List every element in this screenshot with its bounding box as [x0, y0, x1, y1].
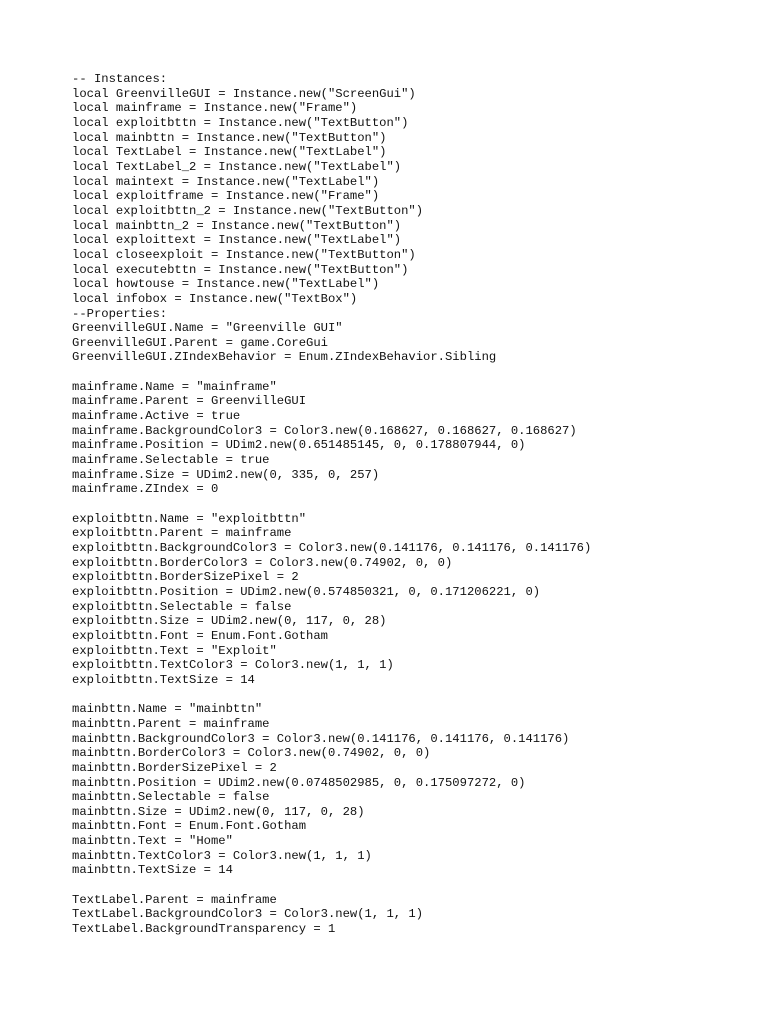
- code-line: TextLabel.Parent = mainframe: [72, 892, 277, 907]
- code-line: exploitbttn.Text = "Exploit": [72, 643, 277, 658]
- code-line: mainframe.BackgroundColor3 = Color3.new(0.168627, 0.168627, 0.168627): [72, 423, 577, 438]
- code-line: mainframe.Parent = GreenvilleGUI: [72, 394, 307, 409]
- code-line: local infobox = Instance.new("TextBox"): [72, 291, 358, 306]
- code-line: mainbttn.BackgroundColor3 = Color3.new(0.141176, 0.141176, 0.141176): [72, 731, 570, 746]
- code-line: mainbttn.Name = "mainbttn": [72, 702, 263, 717]
- code-line: local executebttn = Instance.new("TextButton"): [72, 262, 409, 277]
- code-line: local TextLabel_2 = Instance.new("TextLabel"): [72, 159, 402, 174]
- code-line: local TextLabel = Instance.new("TextLabel"): [72, 145, 387, 160]
- code-line: mainbttn.BorderColor3 = Color3.new(0.74902, 0, 0): [72, 746, 431, 761]
- code-line: GreenvilleGUI.ZIndexBehavior = Enum.ZIndexBehavior.Sibling: [72, 350, 497, 365]
- code-line: mainbttn.Selectable = false: [72, 790, 270, 805]
- code-line: mainbttn.Position = UDim2.new(0.0748502985, 0, 0.175097272, 0): [72, 775, 526, 790]
- code-line: exploitbttn.Font = Enum.Font.Gotham: [72, 628, 328, 643]
- code-listing: [72, 72, 752, 937]
- code-line: --Properties:: [72, 306, 168, 321]
- code-line: exploitbttn.TextSize = 14: [72, 672, 255, 687]
- code-line: mainbttn.Text = "Home": [72, 834, 233, 849]
- code-line: local mainbttn_2 = Instance.new("TextButton"): [72, 218, 402, 233]
- code-line: exploitbttn.Selectable = false: [72, 599, 292, 614]
- code-line: mainframe.Selectable = true: [72, 453, 270, 468]
- code-line: local mainbttn = Instance.new("TextButton"): [72, 130, 387, 145]
- code-line: GreenvilleGUI.Parent = game.CoreGui: [72, 335, 328, 350]
- code-line: exploitbttn.BorderSizePixel = 2: [72, 570, 299, 585]
- code-line: exploitbttn.Position = UDim2.new(0.574850321, 0, 0.171206221, 0): [72, 584, 541, 599]
- code-line: GreenvilleGUI.Name = "Greenville GUI": [72, 321, 343, 336]
- code-line: mainbttn.Size = UDim2.new(0, 117, 0, 28): [72, 804, 365, 819]
- code-line: mainbttn.Font = Enum.Font.Gotham: [72, 819, 307, 834]
- code-line: local howtouse = Instance.new("TextLabel"): [72, 277, 380, 292]
- blank-line: [72, 878, 752, 893]
- code-line: local exploitbttn_2 = Instance.new("TextButton"): [72, 203, 424, 218]
- blank-line: [72, 497, 752, 512]
- code-line: exploitbttn.Size = UDim2.new(0, 117, 0, 28): [72, 614, 387, 629]
- code-line: local exploitbttn = Instance.new("TextButton"): [72, 115, 409, 130]
- code-line: TextLabel.BackgroundTransparency = 1: [72, 922, 336, 937]
- code-line: exploitbttn.Name = "exploitbttn": [72, 511, 307, 526]
- code-line: local exploittext = Instance.new("TextLabel"): [72, 233, 402, 248]
- code-line: TextLabel.BackgroundColor3 = Color3.new(1, 1, 1): [72, 907, 424, 922]
- code-line: exploitbttn.BackgroundColor3 = Color3.new(0.141176, 0.141176, 0.141176): [72, 541, 592, 555]
- code-line: mainframe.ZIndex = 0: [72, 482, 219, 497]
- code-line: mainbttn.BorderSizePixel = 2: [72, 760, 277, 775]
- code-line: local GreenvilleGUI = Instance.new("ScreenGui"): [72, 86, 416, 101]
- code-line: exploitbttn.Parent = mainframe: [72, 526, 292, 541]
- code-line: -- Instances:: [72, 72, 168, 86]
- code-line: mainbttn.TextColor3 = Color3.new(1, 1, 1): [72, 848, 372, 863]
- code-line: exploitbttn.BorderColor3 = Color3.new(0.74902, 0, 0): [72, 555, 453, 570]
- code-line: mainframe.Active = true: [72, 409, 241, 424]
- blank-line: [72, 688, 752, 703]
- code-line: mainframe.Size = UDim2.new(0, 335, 0, 257): [72, 467, 380, 482]
- code-line: local maintext = Instance.new("TextLabel"): [72, 174, 380, 189]
- code-line: mainbttn.TextSize = 14: [72, 863, 233, 878]
- blank-line: [72, 365, 752, 380]
- code-line: mainbttn.Parent = mainframe: [72, 716, 270, 731]
- code-line: mainframe.Position = UDim2.new(0.651485145, 0, 0.178807944, 0): [72, 438, 526, 453]
- code-line: local exploitframe = Instance.new("Frame"): [72, 189, 380, 204]
- code-line: mainframe.Name = "mainframe": [72, 379, 277, 394]
- code-line: exploitbttn.TextColor3 = Color3.new(1, 1, 1): [72, 658, 394, 673]
- code-line: local closeexploit = Instance.new("TextButton"): [72, 247, 416, 262]
- code-line: local mainframe = Instance.new("Frame"): [72, 101, 358, 116]
